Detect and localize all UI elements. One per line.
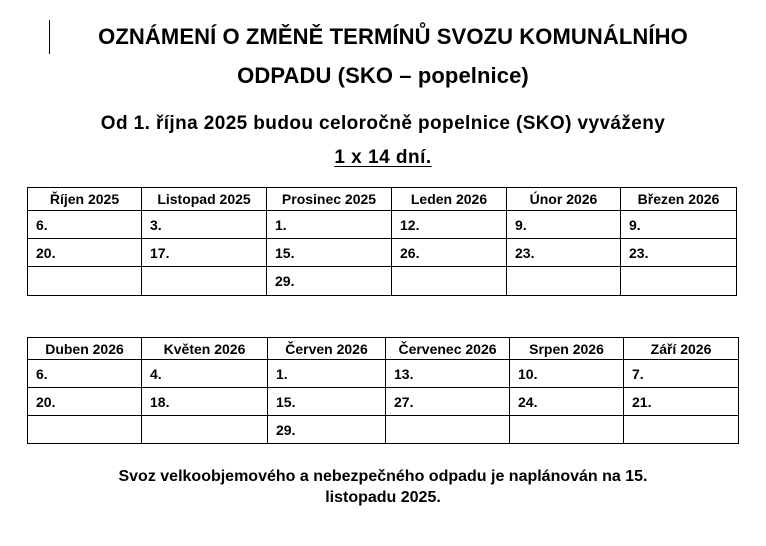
date-cell: 15. <box>268 388 386 416</box>
month-header: Srpen 2026 <box>510 338 624 360</box>
bulky-waste-note-line-2: listopadu 2025. <box>325 489 441 506</box>
date-cell <box>142 416 268 444</box>
month-header: Prosinec 2025 <box>267 188 392 211</box>
date-cell: 23. <box>621 239 737 267</box>
date-cell: 21. <box>624 388 739 416</box>
date-cell: 23. <box>507 239 621 267</box>
date-cell: 29. <box>268 416 386 444</box>
date-cell: 26. <box>392 239 507 267</box>
date-cell: 17. <box>142 239 267 267</box>
month-header: Září 2026 <box>624 338 739 360</box>
date-cell <box>624 416 739 444</box>
date-cell: 24. <box>510 388 624 416</box>
date-cell: 1. <box>267 211 392 239</box>
date-cell: 6. <box>28 211 142 239</box>
date-cell <box>28 416 142 444</box>
date-cell: 6. <box>28 360 142 388</box>
table-row <box>28 267 737 296</box>
date-cell: 7. <box>624 360 739 388</box>
date-cell: 18. <box>142 388 268 416</box>
month-header: Červenec 2026 <box>386 338 510 360</box>
schedule-table-oct-mar <box>27 187 737 296</box>
date-cell <box>510 416 624 444</box>
date-cell: 27. <box>386 388 510 416</box>
month-header: Červen 2026 <box>268 338 386 360</box>
table-row <box>28 239 737 267</box>
date-cell <box>507 267 621 296</box>
notice-subtitle-line-1: Od 1. října 2025 budou celoročně popelnice (SKO) vyváženy <box>100 113 666 134</box>
month-header: Březen 2026 <box>621 188 737 211</box>
table-row <box>28 388 739 416</box>
date-cell: 12. <box>392 211 507 239</box>
date-cell <box>621 267 737 296</box>
date-cell: 10. <box>510 360 624 388</box>
month-header: Říjen 2025 <box>28 188 142 211</box>
month-header: Listopad 2025 <box>142 188 267 211</box>
table-header-row <box>28 338 739 360</box>
table-row <box>28 416 739 444</box>
date-cell: 13. <box>386 360 510 388</box>
bulky-waste-note <box>0 466 766 508</box>
month-header: Květen 2026 <box>142 338 268 360</box>
date-cell: 20. <box>28 239 142 267</box>
date-cell <box>392 267 507 296</box>
month-header: Leden 2026 <box>392 188 507 211</box>
notice-title-line-2: ODPADU (SKO – popelnice) <box>237 63 529 88</box>
table-row <box>28 360 739 388</box>
date-cell: 29. <box>267 267 392 296</box>
month-header: Únor 2026 <box>507 188 621 211</box>
date-cell: 15. <box>267 239 392 267</box>
date-cell: 1. <box>268 360 386 388</box>
notice-subtitle-frequency: 1 x 14 dní. <box>334 147 432 168</box>
date-cell: 9. <box>621 211 737 239</box>
date-cell: 4. <box>142 360 268 388</box>
date-cell: 3. <box>142 211 267 239</box>
date-cell <box>142 267 267 296</box>
date-cell <box>28 267 142 296</box>
date-cell: 9. <box>507 211 621 239</box>
schedule-table-apr-sep <box>27 337 739 444</box>
month-header: Duben 2026 <box>28 338 142 360</box>
date-cell <box>386 416 510 444</box>
notice-title-line-1: OZNÁMENÍ O ZMĚNĚ TERMÍNŮ SVOZU KOMUNÁLNÍHO <box>98 24 688 49</box>
date-cell: 20. <box>28 388 142 416</box>
table-row <box>28 211 737 239</box>
table-header-row <box>28 188 737 211</box>
bulky-waste-note-line-1: Svoz velkoobjemového a nebezpečného odpadu je naplánován na 15. <box>118 468 648 485</box>
